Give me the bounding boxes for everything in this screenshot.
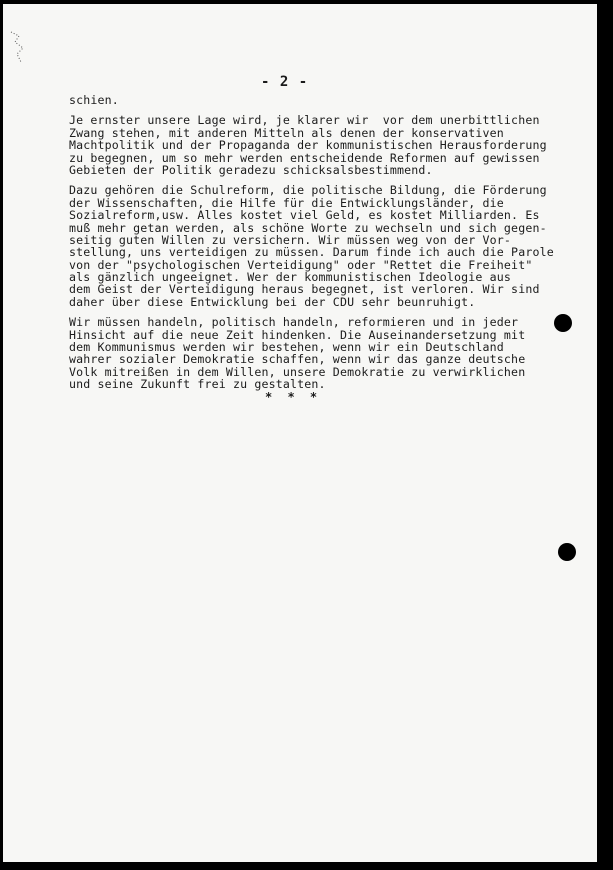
- punch-hole: [554, 314, 572, 332]
- text-line: schien.: [69, 93, 119, 107]
- text-line: muß mehr getan werden, als schöne Worte zu wechseln und sich gegen-: [69, 220, 547, 235]
- text-line: Hinsicht auf die neue Zeit hindenken. Die Auseinandersetzung mit: [69, 327, 526, 342]
- corner-scan-artifact: [9, 30, 29, 70]
- text-line: Je ernster unsere Lage wird, je klarer wir vor dem unerbittlichen: [69, 113, 540, 128]
- text-line: wahrer sozialer Demokratie schaffen, wenn wir das ganze deutsche: [69, 352, 526, 367]
- paragraph: [69, 184, 569, 308]
- text-line: Sozialreform,usw. Alles kostet viel Geld, es kostet Milliarden. Es: [69, 208, 540, 223]
- text-line: zu begegnen, um so mehr werden entscheidende Reformen auf gewissen: [69, 150, 540, 165]
- text-line: daher über diese Entwicklung bei der CDU sehr beunruhigt.: [69, 294, 476, 309]
- text-line: stellung, uns verteidigen zu müssen. Darum finde ich auch die Parole: [69, 245, 554, 260]
- text-line: Gebieten der Politik geradezu schicksalsbestimmend.: [69, 162, 433, 177]
- text-line: dem Geist der Verteidigung heraus begegnet, ist verloren. Wir sind: [69, 282, 540, 297]
- text-line: seitig guten Willen zu versichern. Wir müssen weg von der Vor-: [69, 232, 512, 247]
- punch-hole: [558, 543, 576, 561]
- paragraph: [69, 114, 569, 176]
- text-line: der Wissenschaften, die Hilfe für die Entwicklungsländer, die: [69, 195, 504, 210]
- text-line: Volk mitreißen in dem Willen, unsere Demokratie zu verwirklichen: [69, 364, 526, 379]
- paragraph: [69, 94, 569, 106]
- document-page: [3, 4, 597, 862]
- text-line: Dazu gehören die Schulreform, die politische Bildung, die Förderung: [69, 183, 547, 198]
- text-line: Zwang stehen, mit anderen Mitteln als denen der konservativen: [69, 125, 504, 140]
- text-line: und seine Zukunft frei zu gestalten.: [69, 377, 326, 392]
- text-line: Wir müssen handeln, politisch handeln, reformieren und in jeder: [69, 315, 519, 330]
- page-number: - 2 -: [261, 74, 309, 90]
- text-line: von der "psychologischen Verteidigung" oder "Rettet die Freiheit": [69, 257, 533, 272]
- closing-mark: * * *: [265, 390, 322, 404]
- body-text: [69, 94, 569, 391]
- paragraph: [69, 316, 569, 390]
- text-line: als gänzlich ungeeignet. Wer der kommunistischen Ideologie aus: [69, 270, 512, 285]
- text-line: Machtpolitik und der Propaganda der kommunistischen Herausforderung: [69, 138, 547, 153]
- text-line: dem Kommunismus werden wir bestehen, wenn wir ein Deutschland: [69, 340, 504, 355]
